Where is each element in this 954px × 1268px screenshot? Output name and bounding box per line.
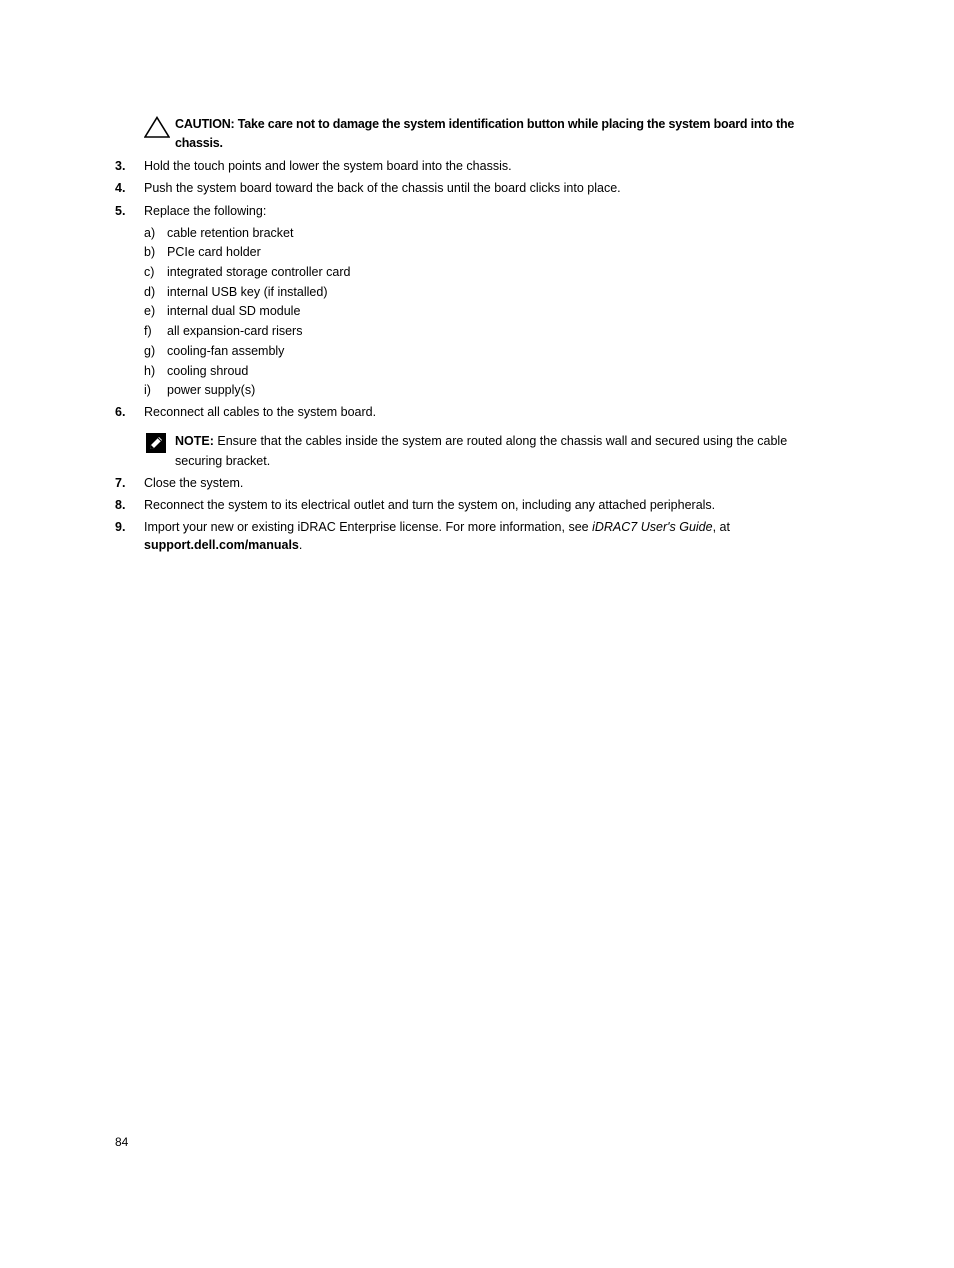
list-item-letter: e) bbox=[144, 304, 156, 318]
list-item bbox=[144, 342, 284, 360]
note-block bbox=[144, 431, 824, 471]
list-item-letter: h) bbox=[144, 364, 156, 378]
step-9-text bbox=[144, 518, 804, 554]
pencil-note-icon bbox=[146, 433, 166, 456]
step-number: 6. bbox=[115, 405, 126, 419]
list-item-letter: g) bbox=[144, 344, 156, 358]
list-item-letter: a) bbox=[144, 226, 156, 240]
list-item-text: all expansion-card risers bbox=[167, 324, 303, 338]
list-item-letter: f) bbox=[144, 324, 152, 338]
list-item-text: cooling-fan assembly bbox=[167, 344, 285, 358]
list-item-letter: d) bbox=[144, 285, 156, 299]
list-item bbox=[144, 302, 300, 320]
step-number: 7. bbox=[115, 476, 126, 490]
note-label: NOTE: bbox=[175, 434, 214, 448]
list-item-text: cooling shroud bbox=[167, 364, 249, 378]
caution-text: CAUTION: Take care not to damage the system identification button while placing the system board into the chassis. bbox=[175, 117, 795, 150]
step-number: 9. bbox=[115, 520, 126, 534]
step-text: Push the system board toward the back of the chassis until the board clicks into place. bbox=[144, 181, 621, 195]
list-item-letter: c) bbox=[144, 265, 155, 279]
step-number: 5. bbox=[115, 204, 126, 218]
step-text: Reconnect the system to its electrical outlet and turn the system on, including any attached peripherals. bbox=[144, 498, 716, 512]
note-body: Ensure that the cables inside the system are routed along the chassis wall and secured using the cable securing bracket. bbox=[175, 434, 788, 468]
note-text bbox=[175, 431, 824, 471]
list-item-text: integrated storage controller card bbox=[167, 265, 351, 279]
guide-title: iDRAC7 User's Guide bbox=[592, 520, 713, 534]
page-number: 84 bbox=[115, 1135, 129, 1149]
step-text-mid: , at bbox=[712, 520, 730, 534]
step-number: 3. bbox=[115, 159, 126, 173]
step-text: Reconnect all cables to the system board. bbox=[144, 405, 377, 419]
list-item-text: internal dual SD module bbox=[167, 304, 301, 318]
list-item bbox=[144, 283, 327, 301]
list-item-letter: i) bbox=[144, 383, 151, 397]
list-item bbox=[144, 263, 350, 281]
step-number: 8. bbox=[115, 498, 126, 512]
manuals-link[interactable]: support.dell.com/manuals bbox=[144, 538, 299, 552]
step-text: Import your new or existing iDRAC Enterprise license. For more information, see bbox=[144, 520, 593, 534]
list-item bbox=[144, 224, 293, 242]
list-item bbox=[144, 322, 302, 340]
warning-triangle-icon bbox=[144, 116, 170, 141]
list-item-text: internal USB key (if installed) bbox=[167, 285, 328, 299]
step-text-end: . bbox=[298, 538, 303, 552]
list-item-letter: b) bbox=[144, 245, 156, 259]
caution-block bbox=[144, 115, 824, 153]
list-item-text: cable retention bracket bbox=[167, 226, 294, 240]
list-item bbox=[144, 381, 255, 399]
list-item-text: power supply(s) bbox=[167, 383, 256, 397]
step-text: Replace the following: bbox=[144, 204, 267, 218]
list-item bbox=[144, 243, 261, 261]
list-item bbox=[144, 362, 248, 380]
step-number: 4. bbox=[115, 181, 126, 195]
step-text: Hold the touch points and lower the system board into the chassis. bbox=[144, 159, 512, 173]
step-text: Close the system. bbox=[144, 476, 244, 490]
list-item-text: PCIe card holder bbox=[167, 245, 261, 259]
